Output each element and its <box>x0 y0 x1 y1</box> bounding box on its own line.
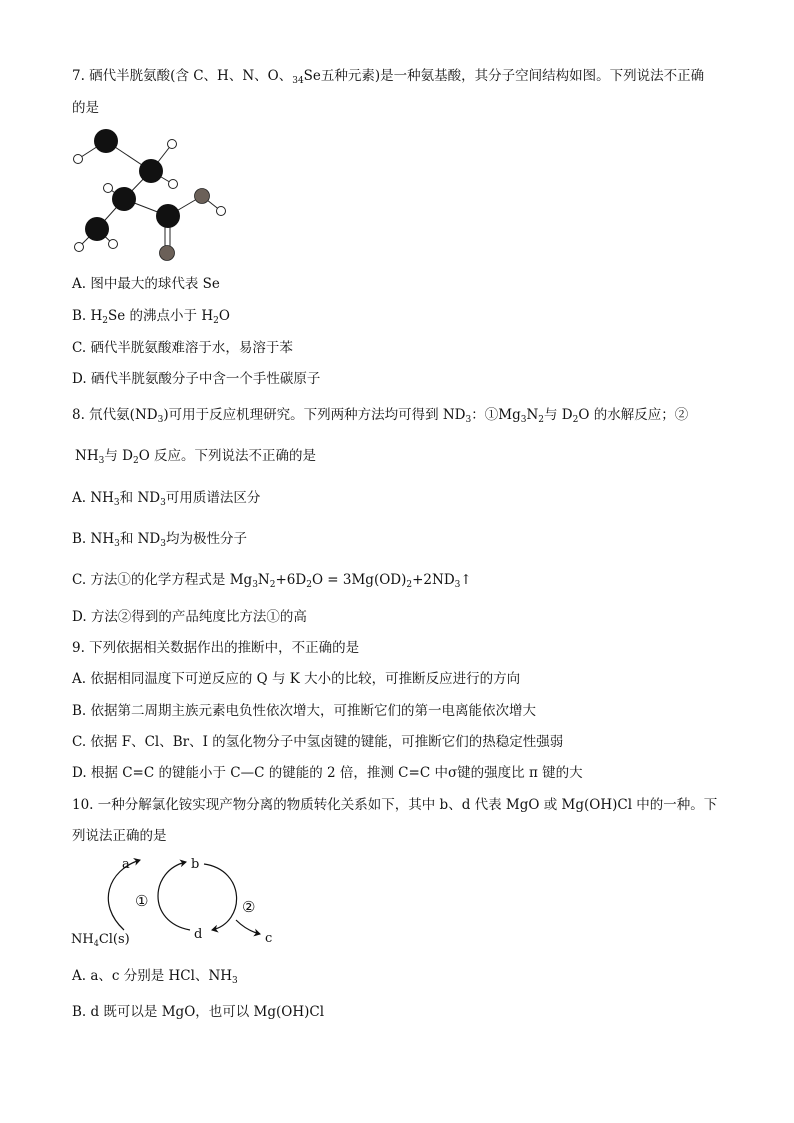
atom-h <box>168 140 177 149</box>
q7-option-d: D. 硒代半胱氨酸分子中含一个手性碳原子 <box>72 371 321 387</box>
atom-se <box>94 129 118 153</box>
atom-h <box>109 240 118 249</box>
atom-o <box>160 246 175 261</box>
atom-h <box>169 180 178 189</box>
label-step1: ① <box>135 892 149 910</box>
q7-option-c: C. 硒代半胱氨酸难溶于水，易溶于苯 <box>72 340 293 356</box>
q8-option-d: D. 方法②得到的产品纯度比方法①的高 <box>72 609 307 625</box>
molecule-structure-figure <box>64 126 234 266</box>
q8-stem-line2: $NH_3$与 $D_2O$ 反应。下列说法不正确的是 <box>75 448 317 466</box>
q8-stem-line1: 8. 氘代氨$(ND_3)$可用于反应机理研究。下列两种方法均可得到 $ND_3$：$①Mg_3N_2$与 $D_2O$ 的水解反应；② <box>72 407 689 425</box>
atom-o <box>195 189 210 204</box>
q7-stem-line2: 的是 <box>72 100 99 116</box>
label-nh4cl: $NH_4Cl(s)$ <box>71 932 130 948</box>
q7-option-b: B. $H_2Se$ 的沸点小于 $H_2O$ <box>72 308 230 326</box>
arrow-d-to-b <box>158 862 190 930</box>
q10-option-b: B. d 既可以是 MgO，也可以 Mg(OH)Cl <box>72 1004 325 1020</box>
atom-c <box>112 187 136 211</box>
atom-c <box>156 204 180 228</box>
q9-option-a: A. 依据相同温度下可逆反应的 Q 与 K 大小的比较，可推断反应进行的方向 <box>72 671 521 687</box>
q7-stem-line1: 7. 硒代半胱氨酸(含 C、H、N、O、$_{34}$Se五种元素)是一种氨基酸，其分子空间结构如图。下列说法不正确 <box>72 68 705 86</box>
label-step2: ② <box>242 898 256 916</box>
arrow-b-to-d <box>204 864 237 930</box>
label-d: d <box>194 927 203 942</box>
label-c: c <box>265 931 273 946</box>
label-b: b <box>191 857 200 872</box>
q9-option-c: C. 依据 F、Cl、Br、I 的氢化物分子中氢卤键的键能，可推断它们的热稳定性强弱 <box>72 734 564 750</box>
cycle-diagram <box>66 852 306 952</box>
atom-h <box>75 243 84 252</box>
q8-option-c: C. 方法①的化学方程式是 $Mg_3N_2+6D_2O$ = $3Mg(OD)_2+2ND_3↑$ <box>72 572 472 590</box>
q8-option-a: A. $NH_3$和 $ND_3$可用质谱法区分 <box>72 490 261 508</box>
atom-h <box>217 207 226 216</box>
atom-h <box>74 155 83 164</box>
q10-stem-line1: 10. 一种分解氯化铵实现产物分离的物质转化关系如下，其中 b、d 代表 MgO 或 Mg(OH)Cl 中的一种。下 <box>72 797 718 813</box>
atom-h <box>104 184 113 193</box>
atom-c <box>139 159 163 183</box>
atom-n <box>85 217 109 241</box>
arrow-to-c <box>236 920 260 934</box>
q10-option-a: A. a、c 分别是 HCl、$NH_3$ <box>72 968 238 986</box>
q10-stem-line2: 列说法正确的是 <box>72 828 167 844</box>
q8-option-b: B. $NH_3$和 $ND_3$均为极性分子 <box>72 531 247 549</box>
q9-option-b: B. 依据第二周期主族元素电负性依次增大，可推断它们的第一电离能依次增大 <box>72 703 537 719</box>
label-a: a <box>122 857 130 872</box>
q9-stem: 9. 下列依据相关数据作出的推断中，不正确的是 <box>72 640 360 656</box>
q7-option-a: A. 图中最大的球代表 Se <box>72 276 220 292</box>
q9-option-d: D. 根据 C=C 的键能小于 C—C 的键能的 2 倍，推测 C=C 中σ键的强度比 π 键的大 <box>72 765 583 781</box>
